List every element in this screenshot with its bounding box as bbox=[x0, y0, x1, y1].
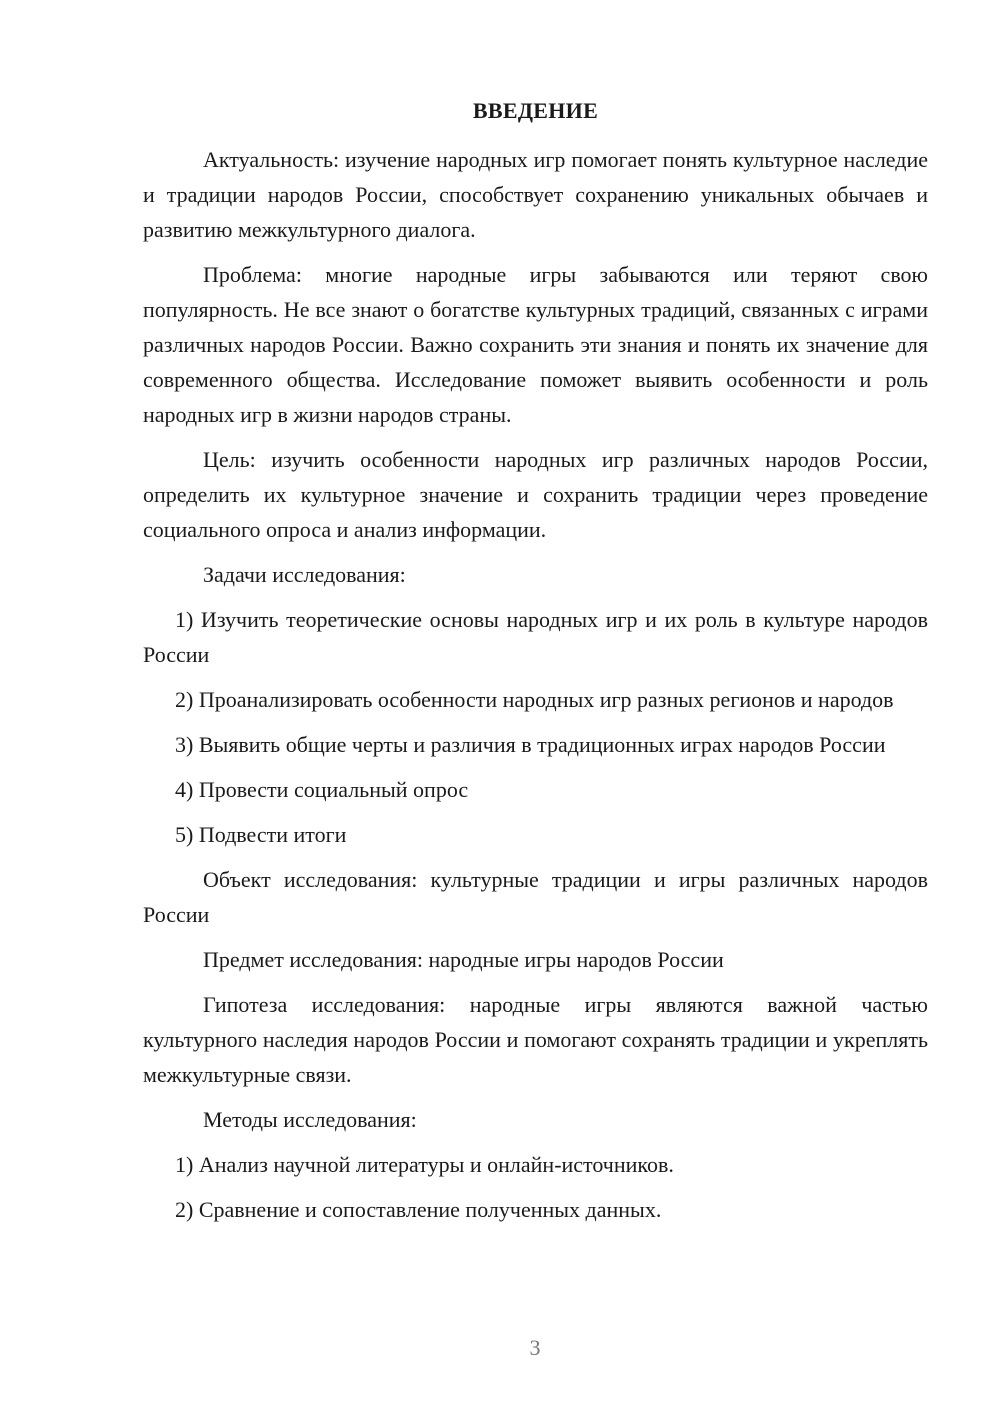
research-subject-paragraph: Предмет исследования: народные игры народов России bbox=[203, 947, 724, 972]
methods-heading: Методы исследования: bbox=[203, 1107, 417, 1132]
task-item: 5) Подвести итоги bbox=[175, 822, 347, 847]
research-object-paragraph: Объект исследования: культурные традиции и игры различных народов России bbox=[143, 867, 928, 927]
problem-paragraph: Проблема: многие народные игры забываются или теряют свою популярность. Не все знают о богатстве культурных традиций, связанных с играми различных народов России. Важно сохранить эти знания и понять их значение для современного общества. Исследование поможет выявить особенности и роль народных игр в жизни народов страны. bbox=[143, 262, 928, 427]
page-number: 3 bbox=[529, 1335, 541, 1360]
task-item: 1) Изучить теоретические основы народных игр и их роль в культуре народов России bbox=[143, 607, 928, 667]
task-item: 2) Проанализировать особенности народных игр разных регионов и народов bbox=[175, 687, 894, 712]
task-item: 4) Провести социальный опрос bbox=[175, 777, 469, 802]
method-item: 1) Анализ научной литературы и онлайн-источников. bbox=[175, 1152, 674, 1177]
task-item: 3) Выявить общие черты и различия в традиционных играх народов России bbox=[175, 732, 886, 757]
section-title: ВВЕДЕНИЕ bbox=[472, 98, 599, 123]
method-item: 2) Сравнение и сопоставление полученных данных. bbox=[175, 1197, 662, 1222]
hypothesis-paragraph: Гипотеза исследования: народные игры являются важной частью культурного наследия народов России и помогают сохранять традиции и укреплять межкультурные связи. bbox=[143, 992, 928, 1087]
goal-paragraph: Цель: изучить особенности народных игр различных народов России, определить их культурное значение и сохранить традиции через проведение социального опроса и анализ информации. bbox=[143, 447, 928, 542]
relevance-paragraph: Актуальность: изучение народных игр помогает понять культурное наследие и традиции народов России, способствует сохранению уникальных обычаев и развитию межкультурного диалога. bbox=[143, 147, 928, 242]
tasks-heading: Задачи исследования: bbox=[203, 562, 406, 587]
document-body bbox=[143, 93, 928, 1237]
